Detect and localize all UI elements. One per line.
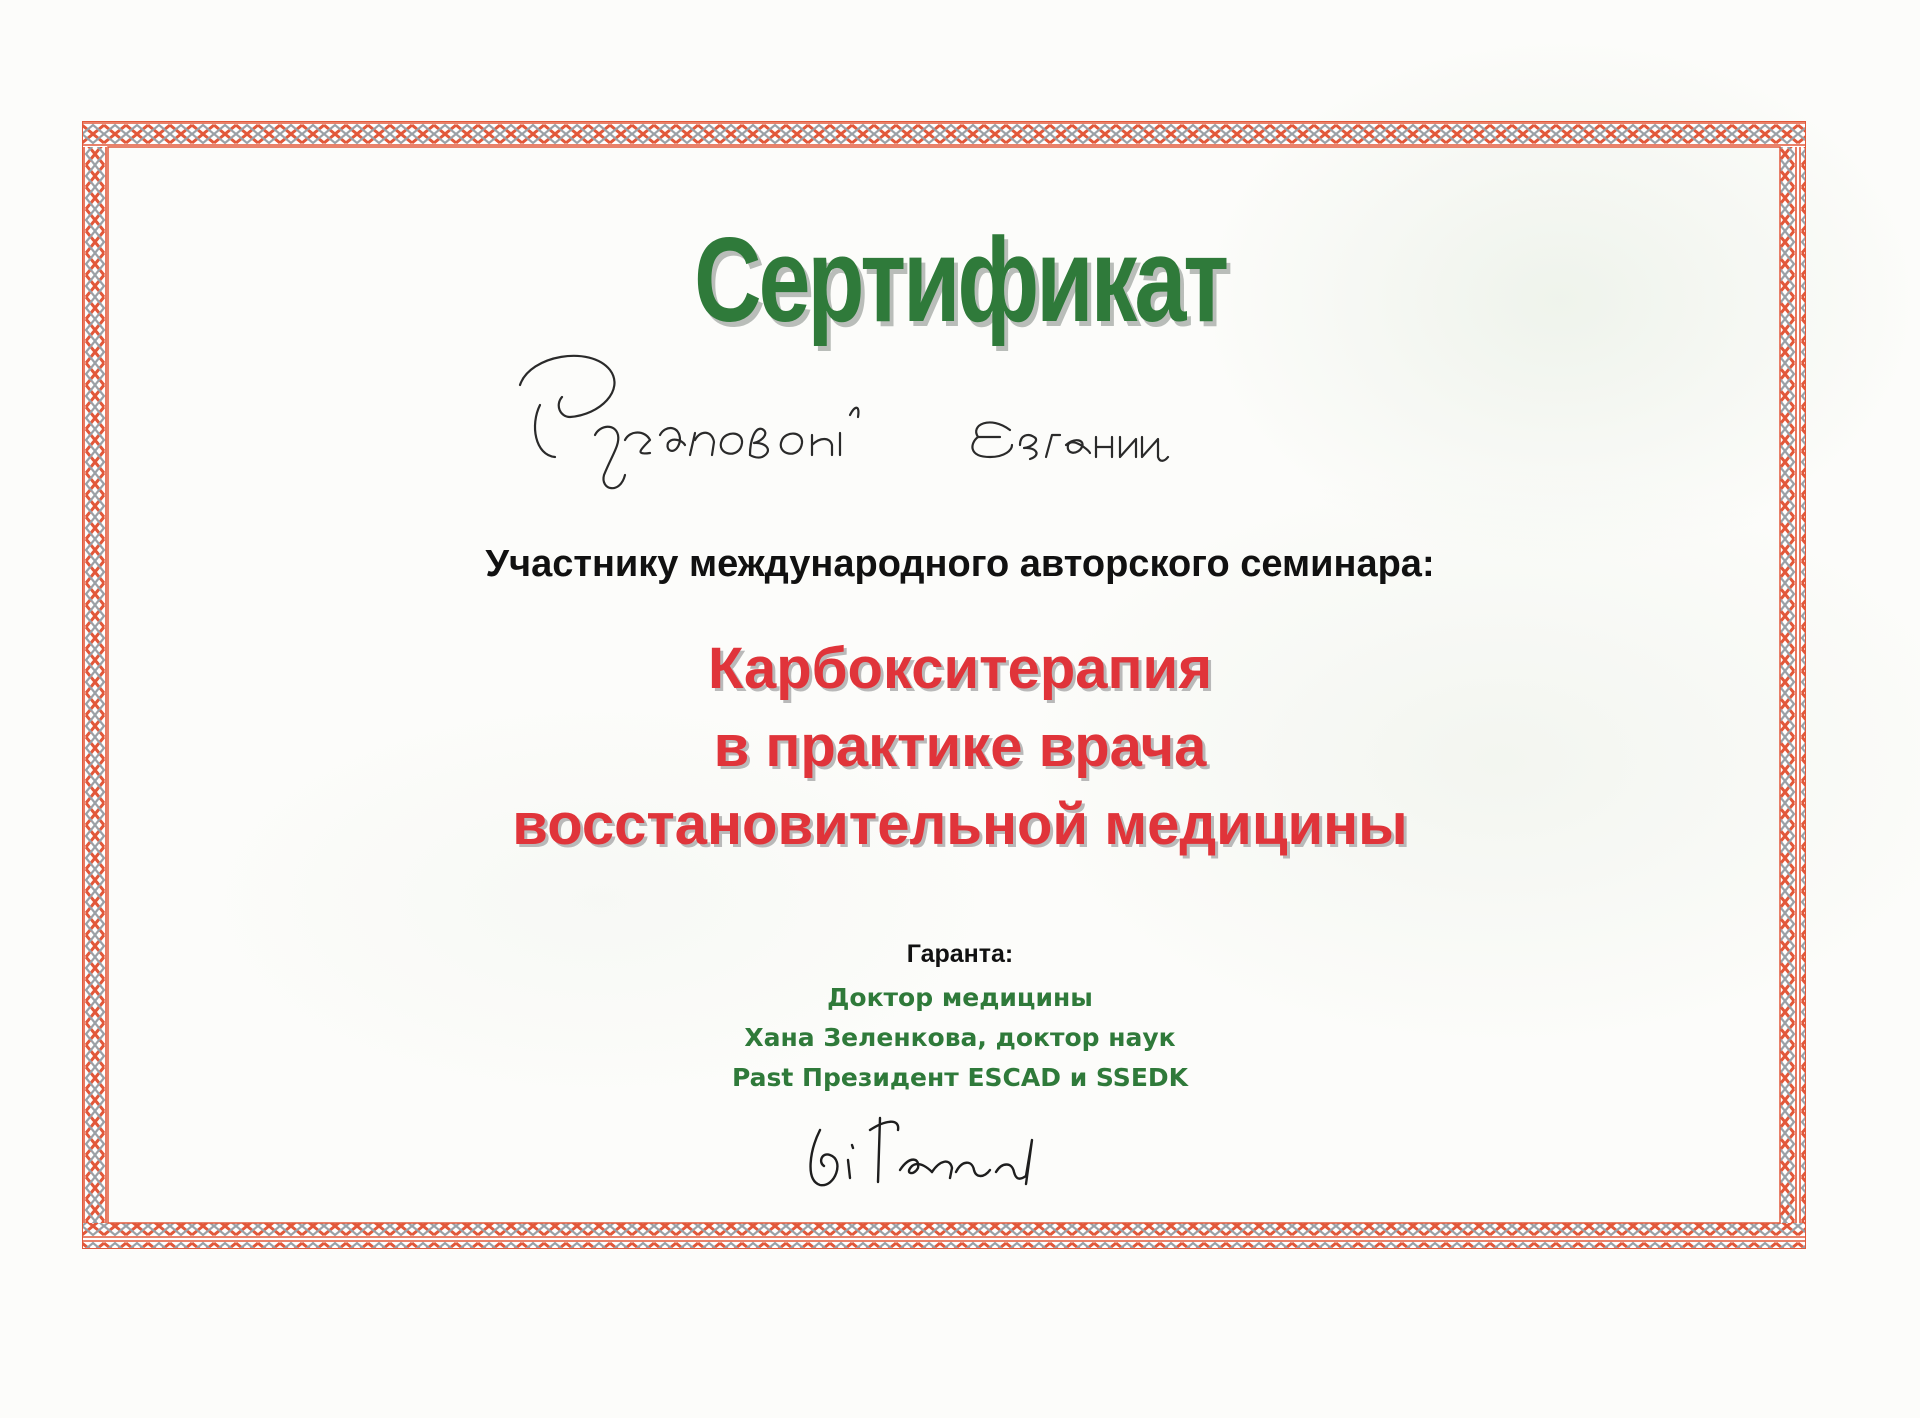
guarantor-line-2: Хана Зеленкова, доктор наук [744,1023,1176,1052]
course-title-line-2: в практике врача [713,714,1207,779]
course-title-line-1: Карбокситерапия [707,636,1213,701]
intro-text: Участнику международного авторского семинара: [485,543,1435,585]
course-title [0,630,1920,864]
guarantor-signature [800,1100,1120,1200]
guarantor-label: Гаранта: [906,940,1014,968]
course-title-line-3: восстановительной медицины [512,792,1408,857]
handwritten-recipient-name [500,345,1280,505]
guarantor-line-3: Past Президент ESCAD и SSEDK [731,1063,1189,1092]
guarantor-block [0,978,1920,1098]
certificate-title: Сертификат [694,213,1226,347]
guarantor-line-1: Доктор медицины [827,983,1093,1012]
